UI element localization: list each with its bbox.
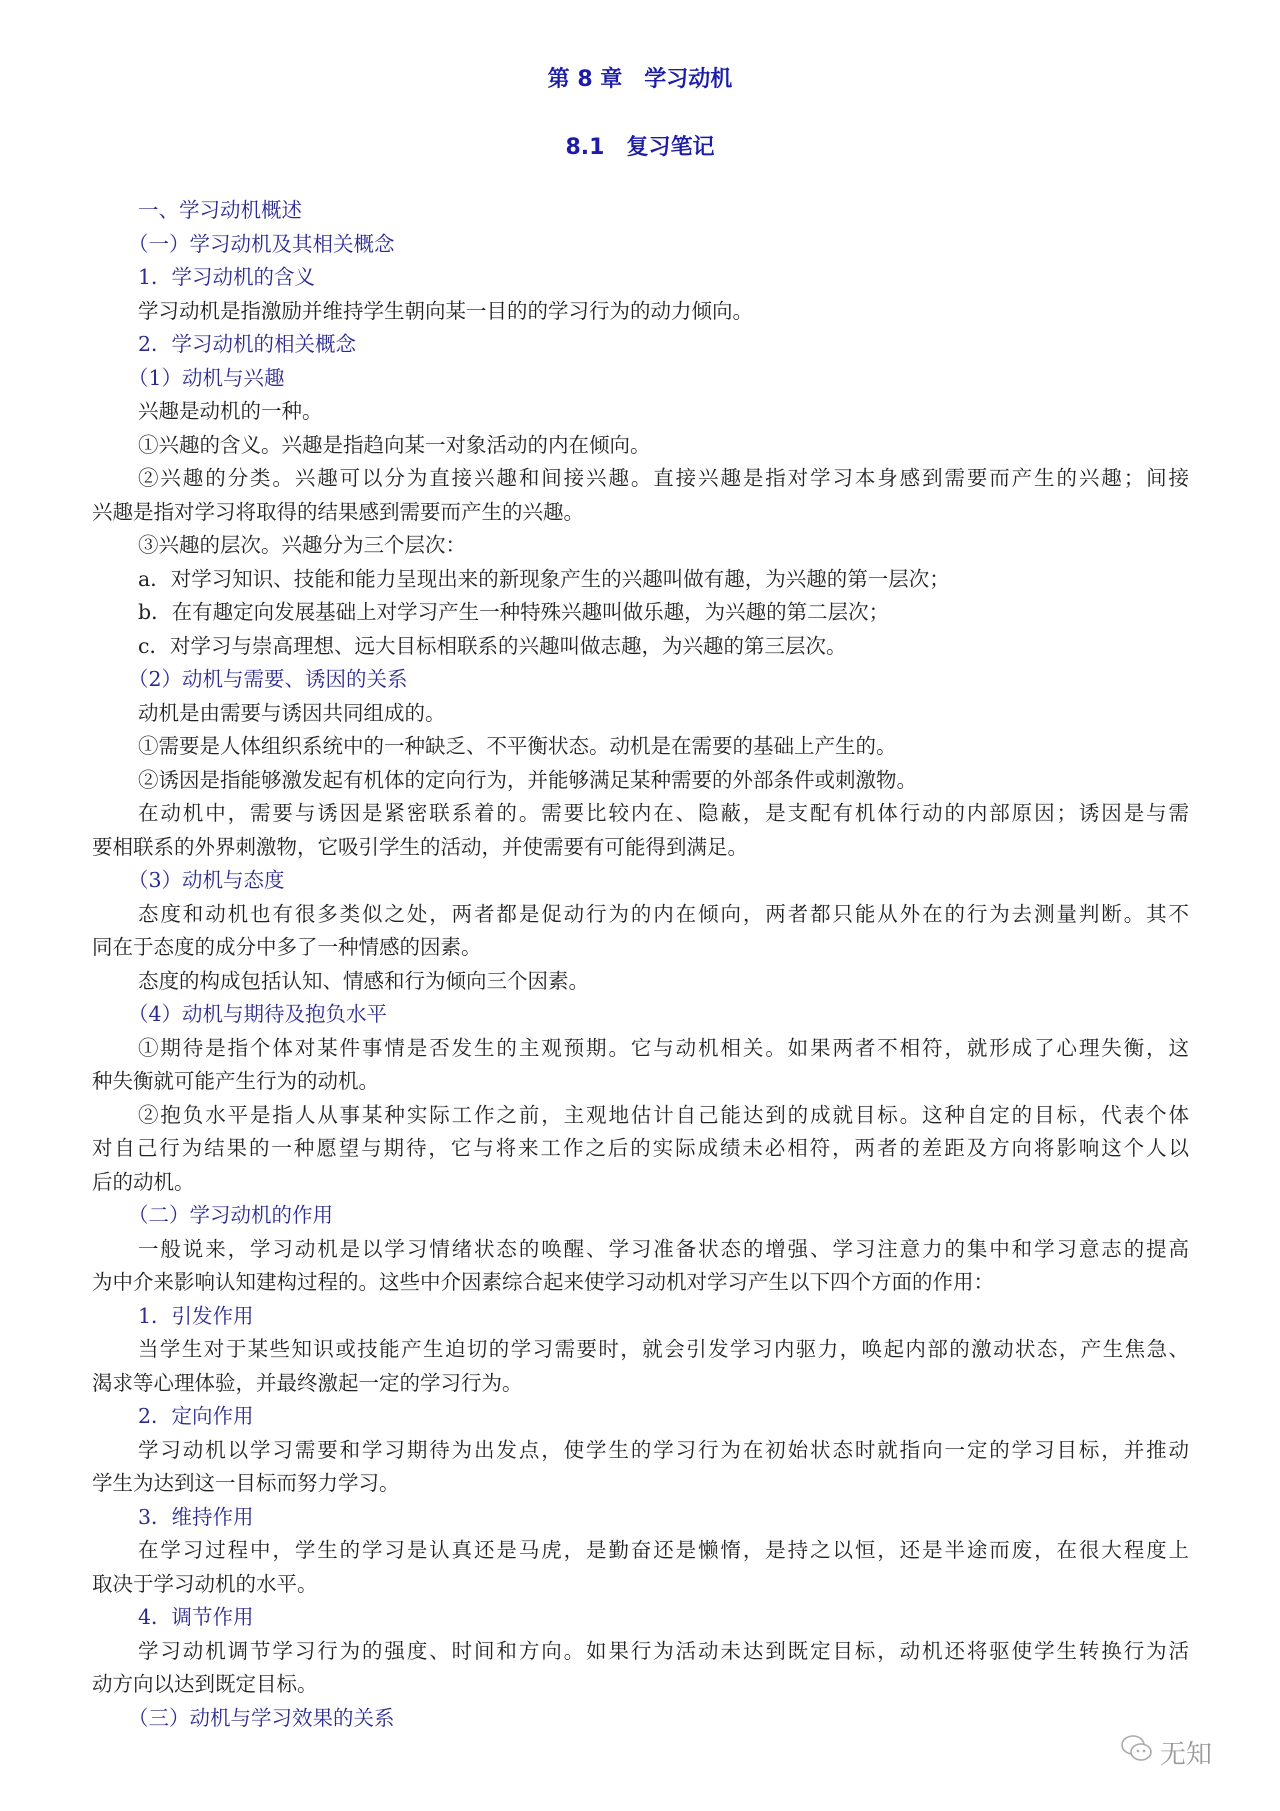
paragraph-line: 对自己行为结果的一种愿望与期待，它与将来工作之后的实际成绩未必相符，两者的差距及方向将影响这个人以 (92, 1136, 1189, 1160)
document-body (92, 194, 1189, 1735)
section-heading: 一、学习动机概述 (138, 198, 302, 222)
section-heading: （3）动机与态度 (128, 868, 285, 892)
paragraph-line: ②兴趣的分类。兴趣可以分为直接兴趣和间接兴趣。直接兴趣是指对学习本身感到需要而产生的兴趣；间接 (138, 466, 1189, 490)
section-heading: （一）学习动机及其相关概念 (128, 231, 395, 256)
paragraph-line: ②抱负水平是指人从事某种实际工作之前，主观地估计自己能达到的成就目标。这种自定的目标，代表个体 (138, 1102, 1189, 1127)
section-heading: 4．调节作用 (138, 1605, 254, 1629)
paragraph-line: ①兴趣的含义。兴趣是指趋向某一对象活动的内在倾向。 (138, 432, 651, 457)
paragraph-line: 学习动机以学习需要和学习期待为出发点，使学生的学习行为在初始状态时就指向一定的学习目标，并推动 (138, 1437, 1189, 1462)
paragraph-line: 取决于学习动机的水平。 (92, 1571, 318, 1596)
paragraph-line: 同在于态度的成分中多了一种情感的因素。 (92, 935, 482, 959)
paragraph-line: 在动机中，需要与诱因是紧密联系着的。需要比较内在、隐蔽，是支配有机体行动的内部原因；诱因是与需 (138, 801, 1189, 825)
paragraph-line: 渴求等心理体验，并最终激起一定的学习行为。 (92, 1370, 523, 1395)
paragraph-line: 态度和动机也有很多类似之处，两者都是促动行为的内在倾向，两者都只能从外在的行为去测量判断。其不 (138, 901, 1189, 926)
paragraph-line: ①需要是人体组织系统中的一种缺乏、不平衡状态。动机是在需要的基础上产生的。 (138, 734, 897, 758)
paragraph-line: 学习动机调节学习行为的强度、时间和方向。如果行为活动未达到既定目标，动机还将驱使学生转换行为活 (138, 1638, 1189, 1663)
section-heading: 1．学习动机的含义 (138, 265, 316, 289)
paragraph-line: 后的动机。 (92, 1169, 195, 1194)
section-heading: 2．定向作用 (138, 1404, 254, 1428)
wechat-icon (1120, 1733, 1154, 1772)
section-heading: 2．学习动机的相关概念 (138, 332, 357, 356)
paragraph-line: c．对学习与崇高理想、远大目标相联系的兴趣叫做志趣，为兴趣的第三层次。 (138, 633, 847, 658)
section-heading: （4）动机与期待及抱负水平 (128, 1002, 388, 1026)
section-title: 8.1 复习笔记 (565, 135, 715, 160)
section-heading: 1．引发作用 (138, 1303, 254, 1328)
paragraph-line: a．对学习知识、技能和能力呈现出来的新现象产生的兴趣叫做有趣，为兴趣的第一层次； (138, 566, 950, 591)
paragraph-line: 态度的构成包括认知、情感和行为倾向三个因素。 (138, 968, 589, 993)
section-heading: 3．维持作用 (138, 1504, 254, 1529)
paragraph-line: 当学生对于某些知识或技能产生迫切的学习需要时，就会引发学习内驱力，唤起内部的激动状态，产生焦急、 (138, 1337, 1189, 1361)
paragraph-line: 一般说来，学习动机是以学习情绪状态的唤醒、学习准备状态的增强、学习注意力的集中和学习意志的提高 (138, 1236, 1189, 1261)
paragraph-line: ②诱因是指能够激发起有机体的定向行为，并能够满足某种需要的外部条件或刺激物。 (138, 767, 917, 792)
section-heading: （2）动机与需要、诱因的关系 (128, 667, 408, 691)
section-heading: （二）学习动机的作用 (128, 1203, 333, 1227)
paragraph-line: 要相联系的外界刺激物，它吸引学生的活动，并使需要有可能得到满足。 (92, 834, 748, 859)
chapter-title: 第 8 章 学习动机 (547, 67, 733, 92)
paragraph-line: 种失衡就可能产生行为的动机。 (92, 1069, 379, 1093)
paragraph-line: ①期待是指个体对某件事情是否发生的主观预期。它与动机相关。如果两者不相符，就形成了心理失衡，这 (138, 1035, 1189, 1060)
paragraph-line: 动机是由需要与诱因共同组成的。 (138, 700, 446, 725)
paragraph-line: 学习动机是指激励并维持学生朝向某一目的的学习行为的动力倾向。 (138, 298, 753, 323)
paragraph-line: 为中介来影响认知建构过程的。这些中介因素综合起来使学习动机对学习产生以下四个方面的作用： (92, 1270, 994, 1294)
paragraph-line: 兴趣是动机的一种。 (138, 399, 323, 423)
watermark-text: 无知 (1160, 1740, 1213, 1770)
paragraph-line: 学生为达到这一目标而努力学习。 (92, 1471, 400, 1495)
section-heading: （三）动机与学习效果的关系 (128, 1705, 395, 1730)
paragraph-line: b．在有趣定向发展基础上对学习产生一种特殊兴趣叫做乐趣，为兴趣的第二层次； (138, 600, 890, 624)
watermark (1120, 1733, 1212, 1772)
paragraph-line: 兴趣是指对学习将取得的结果感到需要而产生的兴趣。 (92, 499, 584, 524)
paragraph-line: 在学习过程中，学生的学习是认真还是马虎，是勤奋还是懒惰，是持之以恒，还是半途而废，在很大程度上 (138, 1538, 1189, 1562)
paragraph-line: 动方向以达到既定目标。 (92, 1672, 318, 1696)
section-heading: （1）动机与兴趣 (128, 365, 285, 390)
paragraph-line: ③兴趣的层次。兴趣分为三个层次： (138, 533, 466, 557)
